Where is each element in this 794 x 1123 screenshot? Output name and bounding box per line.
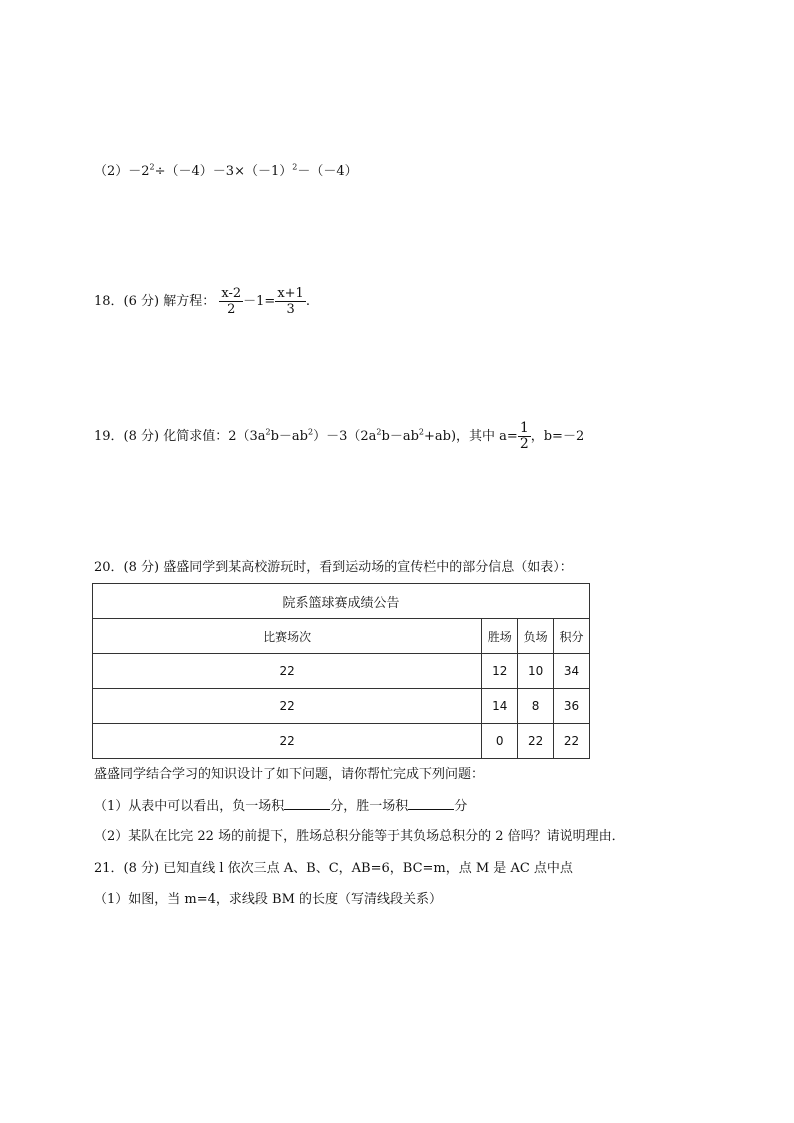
problem-part-2: （2）某队在比完 22 场的前提下，胜场总积分能等于其负场总积分的 2 倍吗？请说明理由． xyxy=(94,829,625,844)
table-cell: 22 xyxy=(518,724,554,759)
question-21: 21．(8 分) 已知直线 l 依次三点 A、B、C，AB=6，BC=m，点 M 是 AC 点中点 xyxy=(94,861,573,876)
table-cell: 12 xyxy=(482,654,518,689)
table-header-row xyxy=(93,619,590,654)
header-games: 比赛场次 xyxy=(93,619,482,654)
answer-blank-win[interactable] xyxy=(408,797,454,810)
answer-blank-loss[interactable] xyxy=(284,797,330,810)
table-cell: 34 xyxy=(554,654,590,689)
question-17-part-2: $(2)-2^2\div(-4)-3\times(-1)^2-(-4)$ xyxy=(94,162,358,179)
table-row xyxy=(93,654,590,689)
header-wins: 胜场 xyxy=(482,619,518,654)
problem-part-1: （1）从表中可以看出，负一场积 分，胜一场积 分 xyxy=(94,799,468,814)
table-cell: 0 xyxy=(482,724,518,759)
header-losses: 负场 xyxy=(518,619,554,654)
table-cell: 22 xyxy=(93,724,482,759)
question-18: 18．(6 分) 解方程： $\frac{x-2}{2}$ －1= $\frac{x+1}{3}$ . xyxy=(94,286,310,317)
question-20: 20．(8 分) 盛盛同学到某高校游玩时，看到运动场的宣传栏中的部分信息（如表）： xyxy=(94,560,573,575)
table-cell: 8 xyxy=(518,689,554,724)
fraction-x-minus-2-over-2: $\frac{x-2}{2}$ xyxy=(221,286,242,317)
question-19: 19．(8 分) 化简求值：$2(3a^2b-ab^2)-3(2a^2b-ab^2+ab)$，其中 a= $\frac{1}{2}$ ，b=－2 xyxy=(94,420,585,452)
table-cell: 22 xyxy=(554,724,590,759)
table-cell: 14 xyxy=(482,689,518,724)
score-table xyxy=(92,583,590,759)
table-cell: 36 xyxy=(554,689,590,724)
table-cell: 10 xyxy=(518,654,554,689)
fraction-one-half: $\frac{1}{2}$ xyxy=(519,420,529,452)
question-21-part-1: （1）如图，当 m=4，求线段 BM 的长度（写清线段关系） xyxy=(94,892,443,907)
table-row xyxy=(93,689,590,724)
fraction-x-plus-1-over-3: $\frac{x+1}{3}$ xyxy=(277,286,304,317)
table-cell: 22 xyxy=(93,654,482,689)
header-points: 积分 xyxy=(554,619,590,654)
table-cell: 22 xyxy=(93,689,482,724)
table-title: 院系篮球赛成绩公告 xyxy=(93,584,590,619)
table-row xyxy=(93,724,590,759)
table-title-row xyxy=(93,584,590,619)
problem-intro: 盛盛同学结合学习的知识设计了如下问题，请你帮忙完成下列问题： xyxy=(94,767,485,782)
